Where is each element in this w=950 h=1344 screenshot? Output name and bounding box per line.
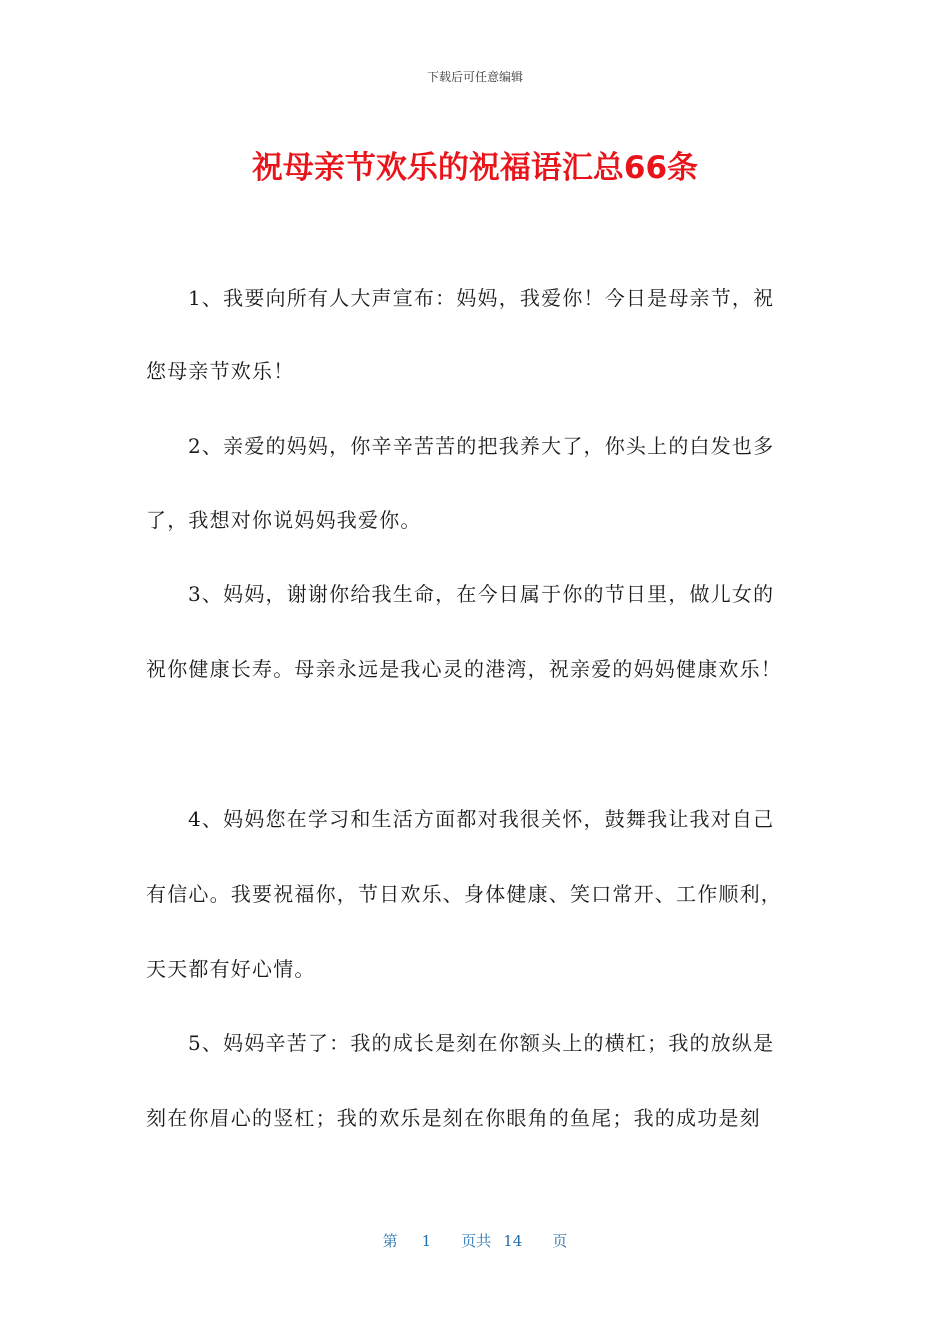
paragraph-line: 4、妈妈您在学习和生活方面都对我很关怀，鼓舞我让我对自己 (188, 807, 775, 831)
header-note: 下载后可任意编辑 (426, 70, 523, 84)
document-title: 祝母亲节欢乐的祝福语汇总66条 (251, 150, 699, 186)
footer-middle: 页共 (461, 1232, 492, 1250)
paragraph-line: 了，我想对你说妈妈我爱你。 (146, 508, 422, 532)
paragraph-line: 1、我要向所有人大声宣布：妈妈，我爱你！今日是母亲节，祝 (188, 286, 775, 310)
paragraph-line: 有信心。我要祝福你，节日欢乐、身体健康、笑口常开、工作顺利， (146, 882, 782, 906)
paragraph-line: 祝你健康长寿。母亲永远是我心灵的港湾，祝亲爱的妈妈健康欢乐！ (146, 657, 782, 681)
paragraph-line: 刻在你眉心的竖杠；我的欢乐是刻在你眼角的鱼尾；我的成功是刻 (146, 1106, 761, 1130)
page-footer (0, 1230, 950, 1251)
footer-suffix: 页 (552, 1232, 568, 1250)
paragraph-line: 2、亲爱的妈妈，你辛辛苦苦的把我养大了，你头上的白发也多 (188, 434, 775, 458)
paragraph-line: 天天都有好心情。 (146, 957, 316, 981)
paragraph-line: 3、妈妈，谢谢你给我生命，在今日属于你的节日里，做儿女的 (188, 582, 775, 606)
footer-total-pages: 14 (503, 1232, 523, 1250)
footer-page-number: 1 (421, 1232, 432, 1250)
footer-prefix: 第 (382, 1232, 398, 1250)
paragraph-line: 您母亲节欢乐！ (146, 359, 295, 383)
paragraph-line: 5、妈妈辛苦了：我的成长是刻在你额头上的横杠；我的放纵是 (188, 1031, 775, 1055)
